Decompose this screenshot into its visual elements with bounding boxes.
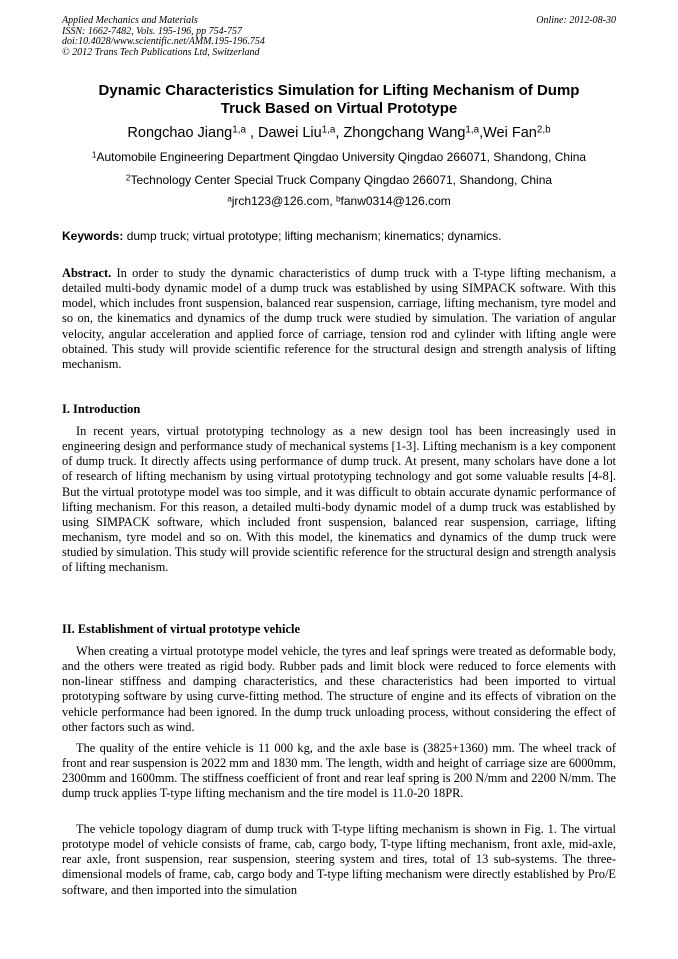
- abstract-label: Abstract.: [62, 266, 112, 280]
- email-b-mark: b: [335, 194, 341, 204]
- section-heading-introduction: I. Introduction: [62, 402, 141, 416]
- title-line-2: Truck Based on Virtual Prototype: [220, 100, 458, 117]
- section2-paragraph-1: When creating a virtual prototype model vehicle, the tyres and leaf springs were treated as deformable body, and the others were treated as rigid body. Rubber pads and limit block were reduced to force elements with non-linear stiffness and damping characteristics, and these characteristics had been imported to virtual prototyping software by using curve-fitting method. The structure of engine and its effects of vibration on the vehicle performance had been ignored. In the dump truck unloading process, without considering the effect of other factors such as wind.: [62, 644, 616, 734]
- section-heading-virtual-prototype: II. Establishment of virtual prototype vehicle: [62, 622, 300, 636]
- affiliation-2: [62, 173, 616, 188]
- author-3-affil: 1,a: [465, 124, 480, 136]
- section2-paragraph-3: The vehicle topology diagram of dump truck with T-type lifting mechanism is shown in Fig. 1. The virtual prototype model of vehicle consists of frame, cab, cargo body, T-type lifting mechanism, front axle, mid-axle, rear axle, front suspension, rear suspension, steering system and tires, total of 13 sub-systems. The three-dimensional models of frame, cab, cargo body and T-type lifting mechanism were directly established by Pro/E software, and then imported into the simulation: [62, 822, 616, 897]
- abstract-text: In order to study the dynamic characteristics of dump truck with a T-type lifting mechanism, a detailed multi-body dynamic model of a dump truck was established by using SIMPACK software. With this model, which includes front suspension, balanced rear suspension, carriage, lifting mechanism, tyre model and so on, the kinematics and dynamics of the dump truck were studied by simulation. The variation of angular velocity, angular acceleration and applied force of carriage, tension rod and cylinder with lifting angle were obtained. This study will provide scientific reference for the structural design and strength analysis of lifting mechanism.: [62, 266, 616, 371]
- author-2: , Dawei Liu: [245, 125, 322, 141]
- introduction-paragraph: In recent years, virtual prototyping technology as a new design tool has been increasingly used in engineering design and performance study of mechanical systems [1-3]. Lifting mechanism is a key component of dump truck. It directly affects using performance of dump truck. At present, many scholars have done a lot of research of lifting mechanism by using virtual prototyping technology and got some valuable results [4-8]. But the virtual prototype model was too simple, and it was difficult to obtain accurate dynamic performance of lifting mechanism. For this reason, a detailed multi-body dynamic model of a dump truck was established by using SIMPACK software, which included front suspension, balanced rear suspension, carriage, lifting mechanism, tyre model and so on. With this model, the kinematics and dynamics of the dump truck were studied by simulation. This study will provide scientific reference for the structural design and strength analysis of lifting mechanism.: [62, 424, 616, 575]
- author-4-affil: 2,b: [536, 124, 551, 136]
- keywords-text: dump truck; virtual prototype; lifting mechanism; kinematics; dynamics.: [123, 229, 502, 243]
- abstract: [62, 266, 616, 372]
- email-b[interactable]: fanw0314@126.com: [340, 194, 451, 208]
- online-date: Online: 2012-08-30: [536, 15, 616, 26]
- affiliation-2-mark: 2: [125, 173, 131, 183]
- email-a-mark: a: [227, 194, 232, 204]
- doi-line: doi:10.4028/www.scientific.net/AMM.195-196.754: [62, 36, 265, 47]
- author-2-affil: 1,a: [321, 124, 336, 136]
- affiliation-1: [62, 150, 616, 165]
- title-line-1: Dynamic Characteristics Simulation for Lifting Mechanism of Dump: [98, 82, 580, 99]
- author-4: ,Wei Fan: [479, 125, 537, 141]
- keywords-label: Keywords:: [62, 229, 124, 243]
- journal-header: [62, 16, 616, 58]
- author-1: Rongchao Jiang: [127, 125, 233, 141]
- affiliation-1-text: Automobile Engineering Department Qingdao University Qingdao 266071, Shandong, China: [96, 150, 587, 164]
- author-emails: [62, 194, 616, 209]
- author-list: [62, 124, 616, 142]
- author-1-affil: 1,a: [232, 124, 246, 136]
- author-3: , Zhongchang Wang: [335, 125, 466, 141]
- keywords: [62, 229, 616, 244]
- email-a[interactable]: jrch123@126.com,: [231, 194, 336, 208]
- affiliation-2-text: Technology Center Special Truck Company Qingdao 266071, Shandong, China: [130, 173, 553, 187]
- issn-line: ISSN: 1662-7482, Vols. 195-196, pp 754-757: [62, 25, 242, 37]
- copyright-line: © 2012 Trans Tech Publications Ltd, Switzerland: [62, 46, 260, 58]
- paper-title: [62, 82, 616, 118]
- affiliation-1-mark: 1: [91, 150, 97, 160]
- journal-name: Applied Mechanics and Materials: [62, 15, 198, 26]
- section2-paragraph-2: The quality of the entire vehicle is 11 000 kg, and the axle base is (3825+1360) mm. The wheel track of front and rear suspension is 2022 mm and 1830 mm. The length, width and height of carriage size are 6000mm, 2300mm and 1600mm. The stiffness coefficient of front and rear leaf spring is 200 N/mm and 2200 N/mm. The dump truck applies T-type lifting mechanism and the tire model is 11.0-20 18PR.: [62, 741, 616, 801]
